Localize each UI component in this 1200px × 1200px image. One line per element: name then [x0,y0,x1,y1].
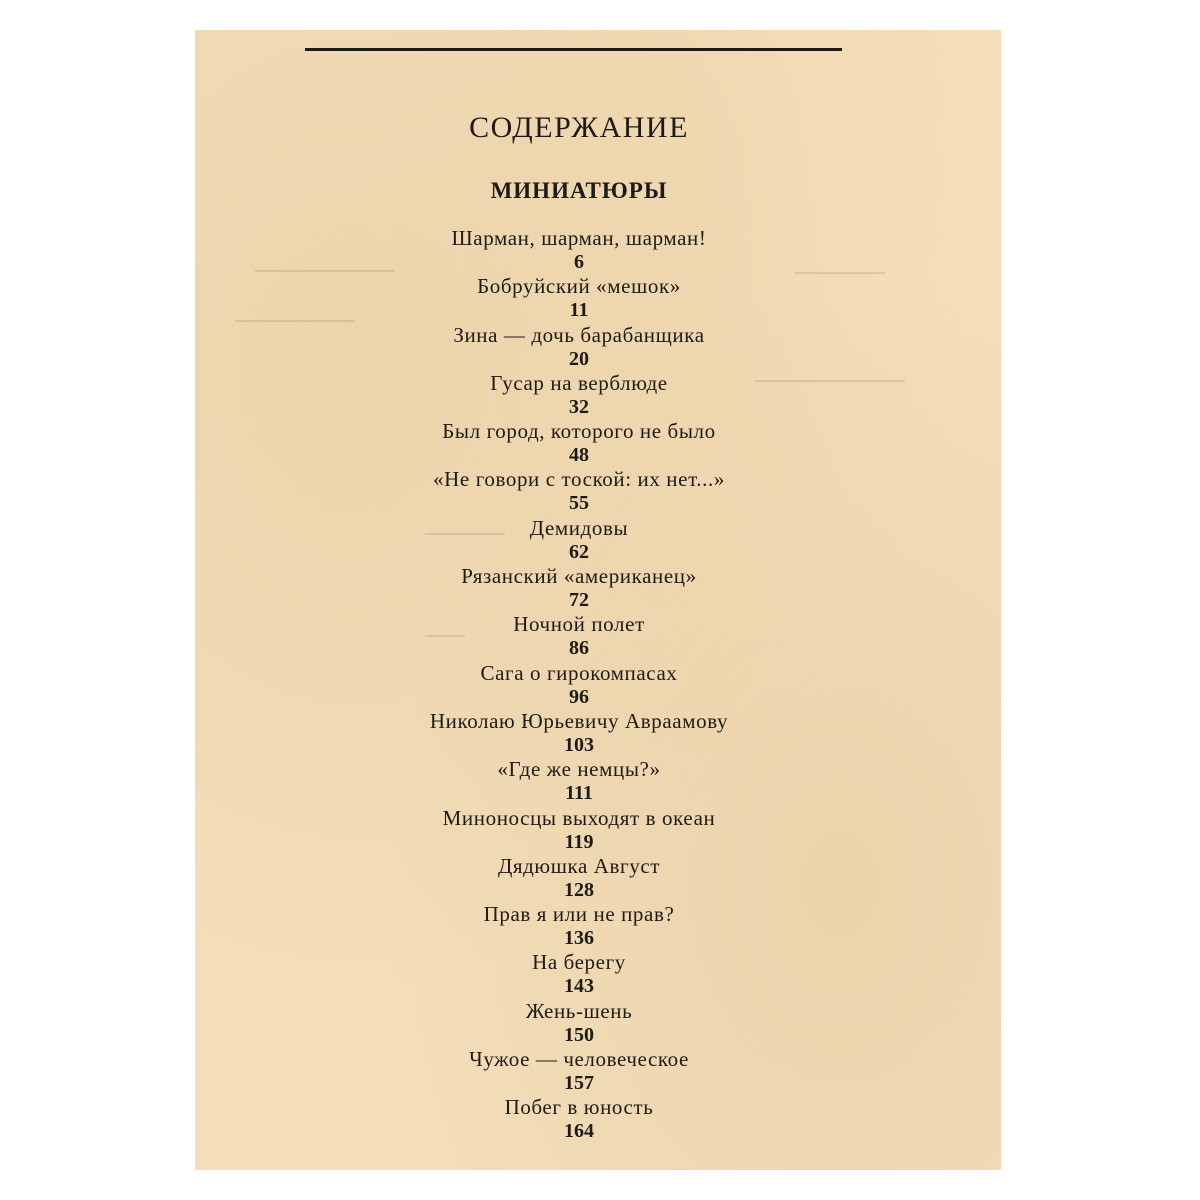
toc-entry-title: На берегу [532,950,626,975]
toc-entry-title: Шарман, шарман, шарман! [451,226,707,250]
toc-entry [195,902,963,950]
top-rule [305,48,842,51]
toc-entry [195,612,963,660]
toc-entry [195,757,963,805]
toc-entry-title: Ночной полет [513,612,645,637]
toc-entry-page: 32 [569,395,589,418]
toc-entry-page: 111 [565,782,593,805]
page-title: СОДЕРЖАНИЕ [469,111,689,144]
toc-entry-page: 143 [564,975,594,998]
toc-entry [195,274,963,322]
toc-entry-page: 157 [564,1072,594,1095]
toc-entry-title: Дядюшка Август [497,853,661,878]
toc-entry-page: 128 [564,878,594,901]
toc-entry-title: «Не говори с тоской: их нет...» [433,467,725,492]
toc-entry-page: 72 [569,589,589,612]
toc-entry-title: Гусар на верблюде [490,370,668,395]
toc-entry-page: 6 [574,251,584,273]
toc-entry [195,999,963,1047]
toc-entry-page: 11 [569,299,589,322]
toc-entry [195,564,963,612]
toc-entry-title: Побег в юность [504,1095,654,1120]
toc-entry-title: Рязанский «американец» [461,564,697,589]
toc-entry [195,323,963,371]
toc-entry-title: Сага о гирокомпасах [480,660,678,685]
toc-entry-title: Зина — дочь барабанщика [453,322,705,347]
toc-entry [195,854,963,902]
toc-entry [195,516,963,564]
section-heading: МИНИАТЮРЫ [490,178,668,203]
toc-entry-title: Демидовы [529,515,629,540]
toc-entry-title: «Где же немцы?» [497,757,661,782]
toc-entry-page: 164 [564,1120,594,1143]
toc-entry [195,1095,963,1143]
toc-entry [195,371,963,419]
toc-entry [195,709,963,757]
toc-entry [195,419,963,467]
toc-entry-page: 48 [569,444,589,467]
toc-entry [195,226,963,274]
toc-entry-page: 20 [569,347,589,370]
toc-entry [195,467,963,515]
toc-entry-page: 55 [569,492,589,515]
toc-entry [195,1047,963,1095]
toc-entry-title: Миноносцы выходят в океан [442,805,716,830]
toc-entry [195,950,963,998]
toc-entry-page: 136 [564,927,594,950]
table-of-contents [195,226,963,1144]
toc-entry-title: Был город, которого не было [442,419,716,444]
toc-entry-page: 86 [569,637,589,660]
toc-entry-page: 96 [569,685,589,708]
toc-entry-page: 62 [569,540,589,563]
book-page [195,30,1001,1170]
toc-entry [195,661,963,709]
toc-entry-title: Чужое — человеческое [469,1047,689,1072]
toc-entry [195,806,963,854]
toc-entry-page: 150 [564,1023,594,1046]
toc-entry-page: 103 [564,733,594,756]
toc-entry-title: Бобруйский «мешок» [477,274,681,299]
toc-entry-title: Жень-шень [525,998,633,1023]
toc-entry-title: Прав я или не прав? [483,902,675,927]
toc-entry-title: Николаю Юрьевичу Авраамову [429,708,729,733]
toc-entry-page: 119 [564,830,594,853]
